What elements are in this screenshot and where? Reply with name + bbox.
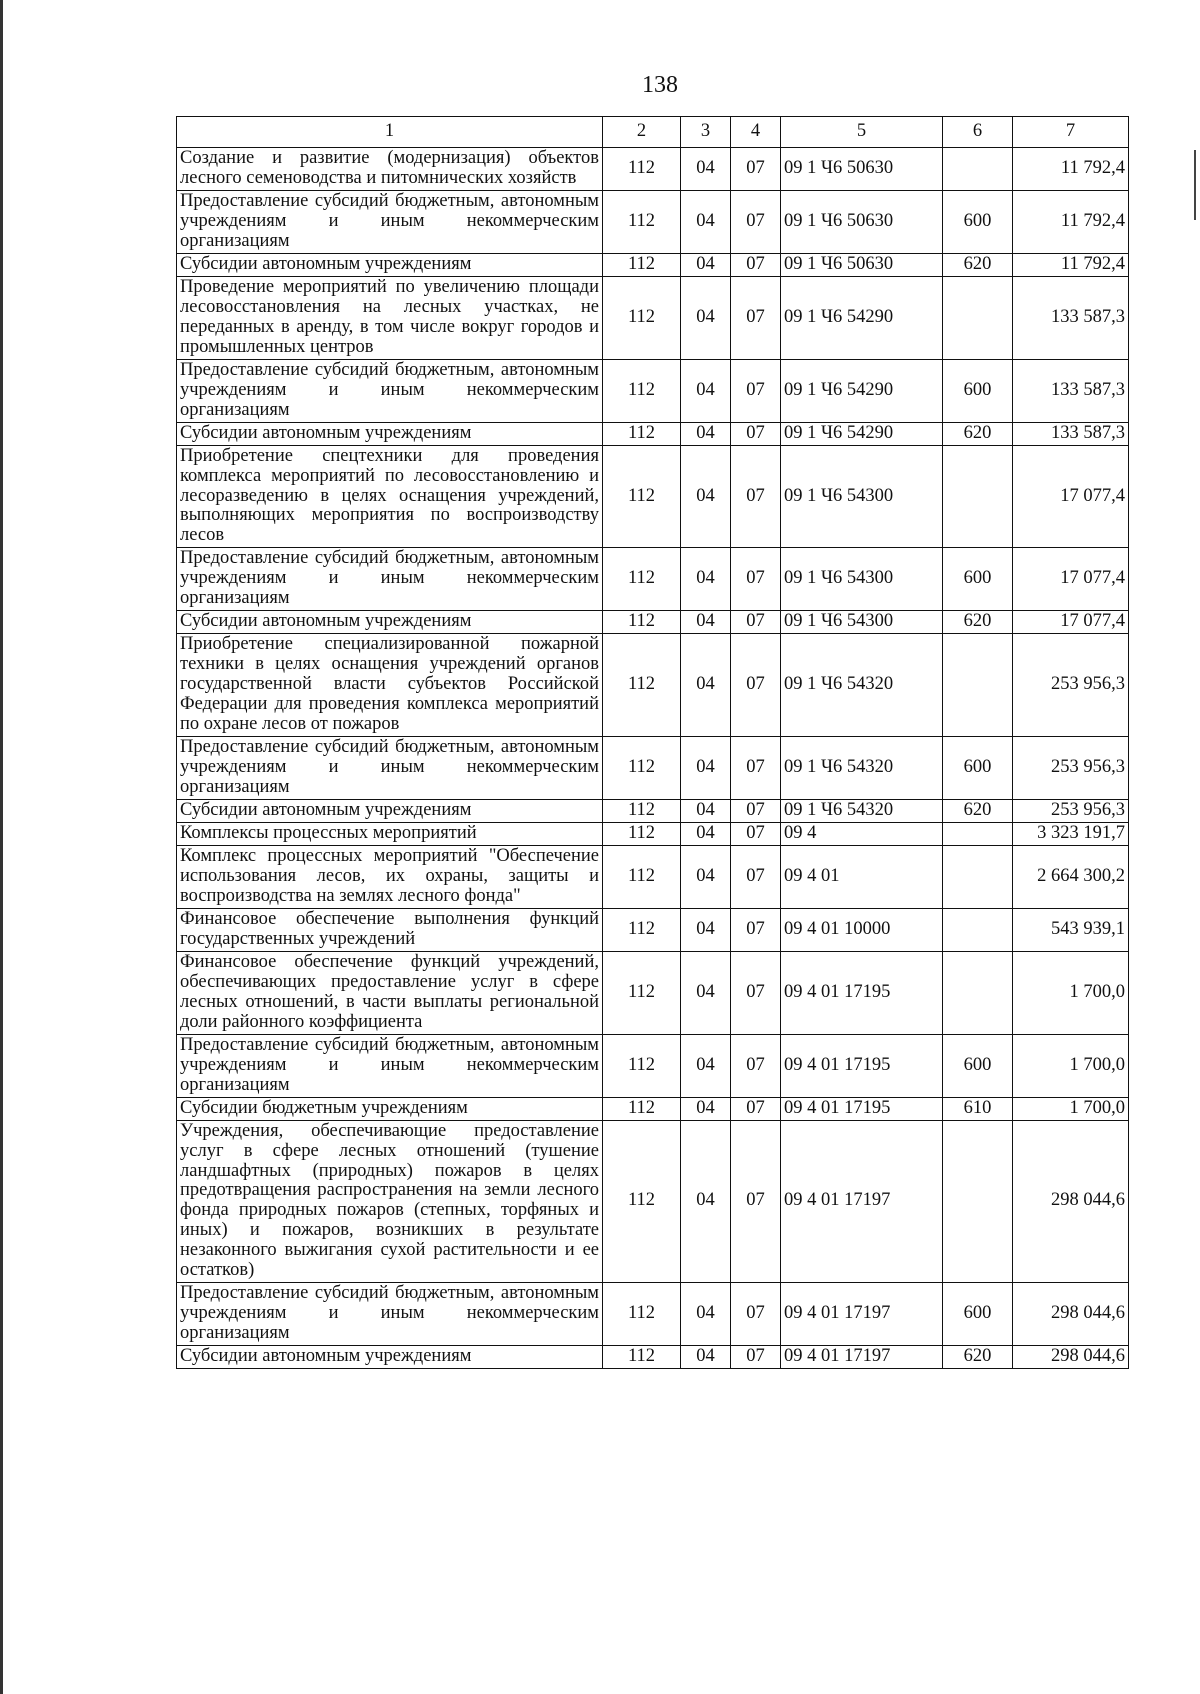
target-article-cell: 09 1 Ч6 50630 — [781, 190, 943, 253]
budget-code-cell: 112 — [603, 422, 681, 445]
amount-cell: 133 587,3 — [1013, 422, 1129, 445]
row-name: Учреждения, обеспечивающие предоставление услуг в сфере лесных отношений (тушение ландшафтных (природных) пожаров в целях предотвращения распространения на земли лесного фонда природных пожаров (степных, торфяных и иных) и пожаров, возникших в результате незаконного выжигания сухой растительности и ее остатков) — [177, 1120, 603, 1283]
section-cell: 04 — [681, 611, 731, 634]
budget-code-cell: 112 — [603, 548, 681, 611]
header-cell: 2 — [603, 117, 681, 148]
table-body — [177, 148, 1129, 1369]
section-cell: 04 — [681, 253, 731, 276]
expense-type-cell: 600 — [943, 548, 1013, 611]
row-name: Предоставление субсидий бюджетным, автономным учреждениям и иным некоммерческим организациям — [177, 1283, 603, 1346]
amount-cell: 1 700,0 — [1013, 951, 1129, 1034]
table-row — [177, 422, 1129, 445]
subsection-cell: 07 — [731, 253, 781, 276]
row-name: Субсидии автономным учреждениям — [177, 422, 603, 445]
amount-cell: 11 792,4 — [1013, 253, 1129, 276]
subsection-cell: 07 — [731, 634, 781, 737]
target-article-cell: 09 1 Ч6 54300 — [781, 445, 943, 548]
table-row — [177, 634, 1129, 737]
expense-type-cell — [943, 634, 1013, 737]
target-article-cell: 09 4 01 17195 — [781, 1034, 943, 1097]
subsection-cell: 07 — [731, 548, 781, 611]
expense-type-cell — [943, 445, 1013, 548]
scan-left-edge — [0, 0, 3, 1694]
amount-cell: 253 956,3 — [1013, 800, 1129, 823]
target-article-cell: 09 4 01 10000 — [781, 908, 943, 951]
amount-cell: 11 792,4 — [1013, 190, 1129, 253]
table-row — [177, 148, 1129, 191]
expense-type-cell — [943, 823, 1013, 846]
expense-type-cell: 600 — [943, 190, 1013, 253]
budget-code-cell: 112 — [603, 148, 681, 191]
header-cell: 3 — [681, 117, 731, 148]
subsection-cell: 07 — [731, 823, 781, 846]
amount-cell: 2 664 300,2 — [1013, 845, 1129, 908]
subsection-cell: 07 — [731, 190, 781, 253]
subsection-cell: 07 — [731, 1097, 781, 1120]
budget-code-cell: 112 — [603, 1283, 681, 1346]
table-row — [177, 359, 1129, 422]
target-article-cell: 09 1 Ч6 54290 — [781, 359, 943, 422]
expense-type-cell: 600 — [943, 1283, 1013, 1346]
table-row — [177, 737, 1129, 800]
expense-type-cell — [943, 908, 1013, 951]
expense-type-cell — [943, 1120, 1013, 1283]
section-cell: 04 — [681, 823, 731, 846]
target-article-cell: 09 1 Ч6 54300 — [781, 548, 943, 611]
expense-type-cell — [943, 951, 1013, 1034]
subsection-cell: 07 — [731, 445, 781, 548]
table-row — [177, 253, 1129, 276]
section-cell: 04 — [681, 359, 731, 422]
table-row — [177, 1034, 1129, 1097]
target-article-cell: 09 1 Ч6 54300 — [781, 611, 943, 634]
target-article-cell: 09 1 Ч6 54320 — [781, 634, 943, 737]
amount-cell: 298 044,6 — [1013, 1283, 1129, 1346]
table-row — [177, 908, 1129, 951]
subsection-cell: 07 — [731, 611, 781, 634]
table-row — [177, 190, 1129, 253]
row-name: Субсидии автономным учреждениям — [177, 253, 603, 276]
expense-type-cell: 600 — [943, 737, 1013, 800]
section-cell: 04 — [681, 845, 731, 908]
header-cell: 1 — [177, 117, 603, 148]
expense-type-cell: 620 — [943, 422, 1013, 445]
budget-code-cell: 112 — [603, 845, 681, 908]
row-name: Субсидии автономным учреждениям — [177, 611, 603, 634]
section-cell: 04 — [681, 800, 731, 823]
amount-cell: 1 700,0 — [1013, 1034, 1129, 1097]
section-cell: 04 — [681, 634, 731, 737]
expense-type-cell: 620 — [943, 1346, 1013, 1369]
target-article-cell: 09 4 01 17195 — [781, 1097, 943, 1120]
target-article-cell: 09 1 Ч6 54320 — [781, 800, 943, 823]
expense-type-cell — [943, 276, 1013, 359]
row-name: Финансовое обеспечение функций учреждений, обеспечивающих предоставление услуг в сфере лесных отношений, в части выплаты региональной доли районного коэффициента — [177, 951, 603, 1034]
section-cell: 04 — [681, 148, 731, 191]
table-row — [177, 1120, 1129, 1283]
target-article-cell: 09 4 01 17197 — [781, 1120, 943, 1283]
row-name: Предоставление субсидий бюджетным, автономным учреждениям и иным некоммерческим организациям — [177, 548, 603, 611]
table-row — [177, 1346, 1129, 1369]
budget-code-cell: 112 — [603, 800, 681, 823]
target-article-cell: 09 4 01 — [781, 845, 943, 908]
amount-cell: 17 077,4 — [1013, 548, 1129, 611]
row-name: Создание и развитие (модернизация) объектов лесного семеноводства и питомнических хозяйств — [177, 148, 603, 191]
subsection-cell: 07 — [731, 845, 781, 908]
subsection-cell: 07 — [731, 951, 781, 1034]
row-name: Приобретение специализированной пожарной техники в целях оснащения учреждений органов государственной власти субъектов Российской Федерации для проведения комплекса мероприятий по охране лесов от пожаров — [177, 634, 603, 737]
table-row — [177, 548, 1129, 611]
amount-cell: 1 700,0 — [1013, 1097, 1129, 1120]
target-article-cell: 09 1 Ч6 54320 — [781, 737, 943, 800]
row-name: Предоставление субсидий бюджетным, автономным учреждениям и иным некоммерческим организациям — [177, 359, 603, 422]
header-cell: 6 — [943, 117, 1013, 148]
section-cell: 04 — [681, 1120, 731, 1283]
table-row — [177, 951, 1129, 1034]
amount-cell: 133 587,3 — [1013, 359, 1129, 422]
target-article-cell: 09 4 01 17195 — [781, 951, 943, 1034]
expense-type-cell — [943, 148, 1013, 191]
subsection-cell: 07 — [731, 1120, 781, 1283]
subsection-cell: 07 — [731, 359, 781, 422]
budget-code-cell: 112 — [603, 908, 681, 951]
row-name: Предоставление субсидий бюджетным, автономным учреждениям и иным некоммерческим организациям — [177, 190, 603, 253]
expense-type-cell: 600 — [943, 1034, 1013, 1097]
target-article-cell: 09 1 Ч6 54290 — [781, 422, 943, 445]
row-name: Финансовое обеспечение выполнения функций государственных учреждений — [177, 908, 603, 951]
row-name: Субсидии автономным учреждениям — [177, 800, 603, 823]
section-cell: 04 — [681, 737, 731, 800]
budget-code-cell: 112 — [603, 823, 681, 846]
budget-table — [176, 116, 1129, 1369]
row-name: Проведение мероприятий по увеличению площади лесовосстановления на лесных участках, не переданных в аренду, в том числе вокруг городов и промышленных центров — [177, 276, 603, 359]
subsection-cell: 07 — [731, 276, 781, 359]
subsection-cell: 07 — [731, 1034, 781, 1097]
header-cell: 5 — [781, 117, 943, 148]
amount-cell: 17 077,4 — [1013, 611, 1129, 634]
table-row — [177, 800, 1129, 823]
subsection-cell: 07 — [731, 737, 781, 800]
table-row — [177, 845, 1129, 908]
amount-cell: 11 792,4 — [1013, 148, 1129, 191]
header-cell: 7 — [1013, 117, 1129, 148]
amount-cell: 3 323 191,7 — [1013, 823, 1129, 846]
budget-code-cell: 112 — [603, 359, 681, 422]
row-name: Комплексы процессных мероприятий — [177, 823, 603, 846]
header-row — [177, 117, 1129, 148]
expense-type-cell: 620 — [943, 611, 1013, 634]
table-row — [177, 611, 1129, 634]
row-name: Предоставление субсидий бюджетным, автономным учреждениям и иным некоммерческим организациям — [177, 737, 603, 800]
table-row — [177, 276, 1129, 359]
target-article-cell: 09 1 Ч6 50630 — [781, 253, 943, 276]
budget-code-cell: 112 — [603, 1034, 681, 1097]
amount-cell: 298 044,6 — [1013, 1120, 1129, 1283]
subsection-cell: 07 — [731, 148, 781, 191]
section-cell: 04 — [681, 1283, 731, 1346]
budget-code-cell: 112 — [603, 1097, 681, 1120]
expense-type-cell: 620 — [943, 253, 1013, 276]
table-row — [177, 823, 1129, 846]
target-article-cell: 09 4 — [781, 823, 943, 846]
amount-cell: 253 956,3 — [1013, 634, 1129, 737]
budget-code-cell: 112 — [603, 276, 681, 359]
budget-code-cell: 112 — [603, 190, 681, 253]
row-name: Субсидии бюджетным учреждениям — [177, 1097, 603, 1120]
budget-code-cell: 112 — [603, 634, 681, 737]
budget-code-cell: 112 — [603, 1120, 681, 1283]
target-article-cell: 09 4 01 17197 — [781, 1346, 943, 1369]
budget-code-cell: 112 — [603, 1346, 681, 1369]
section-cell: 04 — [681, 1034, 731, 1097]
header-cell: 4 — [731, 117, 781, 148]
subsection-cell: 07 — [731, 908, 781, 951]
target-article-cell: 09 4 01 17197 — [781, 1283, 943, 1346]
row-name: Предоставление субсидий бюджетным, автономным учреждениям и иным некоммерческим организациям — [177, 1034, 603, 1097]
expense-type-cell: 610 — [943, 1097, 1013, 1120]
subsection-cell: 07 — [731, 422, 781, 445]
subsection-cell: 07 — [731, 1283, 781, 1346]
target-article-cell: 09 1 Ч6 50630 — [781, 148, 943, 191]
expense-type-cell: 600 — [943, 359, 1013, 422]
budget-code-cell: 112 — [603, 253, 681, 276]
page-number: 138 — [642, 72, 678, 98]
amount-cell: 133 587,3 — [1013, 276, 1129, 359]
section-cell: 04 — [681, 1346, 731, 1369]
expense-type-cell — [943, 845, 1013, 908]
table-row — [177, 1097, 1129, 1120]
table-row — [177, 445, 1129, 548]
budget-code-cell: 112 — [603, 611, 681, 634]
section-cell: 04 — [681, 908, 731, 951]
amount-cell: 543 939,1 — [1013, 908, 1129, 951]
amount-cell: 17 077,4 — [1013, 445, 1129, 548]
subsection-cell: 07 — [731, 1346, 781, 1369]
scan-right-mark — [1194, 150, 1196, 220]
section-cell: 04 — [681, 951, 731, 1034]
row-name: Субсидии автономным учреждениям — [177, 1346, 603, 1369]
budget-code-cell: 112 — [603, 737, 681, 800]
section-cell: 04 — [681, 548, 731, 611]
budget-code-cell: 112 — [603, 951, 681, 1034]
section-cell: 04 — [681, 1097, 731, 1120]
subsection-cell: 07 — [731, 800, 781, 823]
row-name: Приобретение спецтехники для проведения комплекса мероприятий по лесовосстановлению и лесоразведению в целях оснащения учреждений, выполняющих мероприятия по воспроизводству лесов — [177, 445, 603, 548]
table-row — [177, 1283, 1129, 1346]
row-name: Комплекс процессных мероприятий "Обеспечение использования лесов, их охраны, защиты и воспроизводства на землях лесного фонда" — [177, 845, 603, 908]
section-cell: 04 — [681, 276, 731, 359]
section-cell: 04 — [681, 445, 731, 548]
expense-type-cell: 620 — [943, 800, 1013, 823]
section-cell: 04 — [681, 190, 731, 253]
target-article-cell: 09 1 Ч6 54290 — [781, 276, 943, 359]
amount-cell: 298 044,6 — [1013, 1346, 1129, 1369]
amount-cell: 253 956,3 — [1013, 737, 1129, 800]
section-cell: 04 — [681, 422, 731, 445]
budget-code-cell: 112 — [603, 445, 681, 548]
